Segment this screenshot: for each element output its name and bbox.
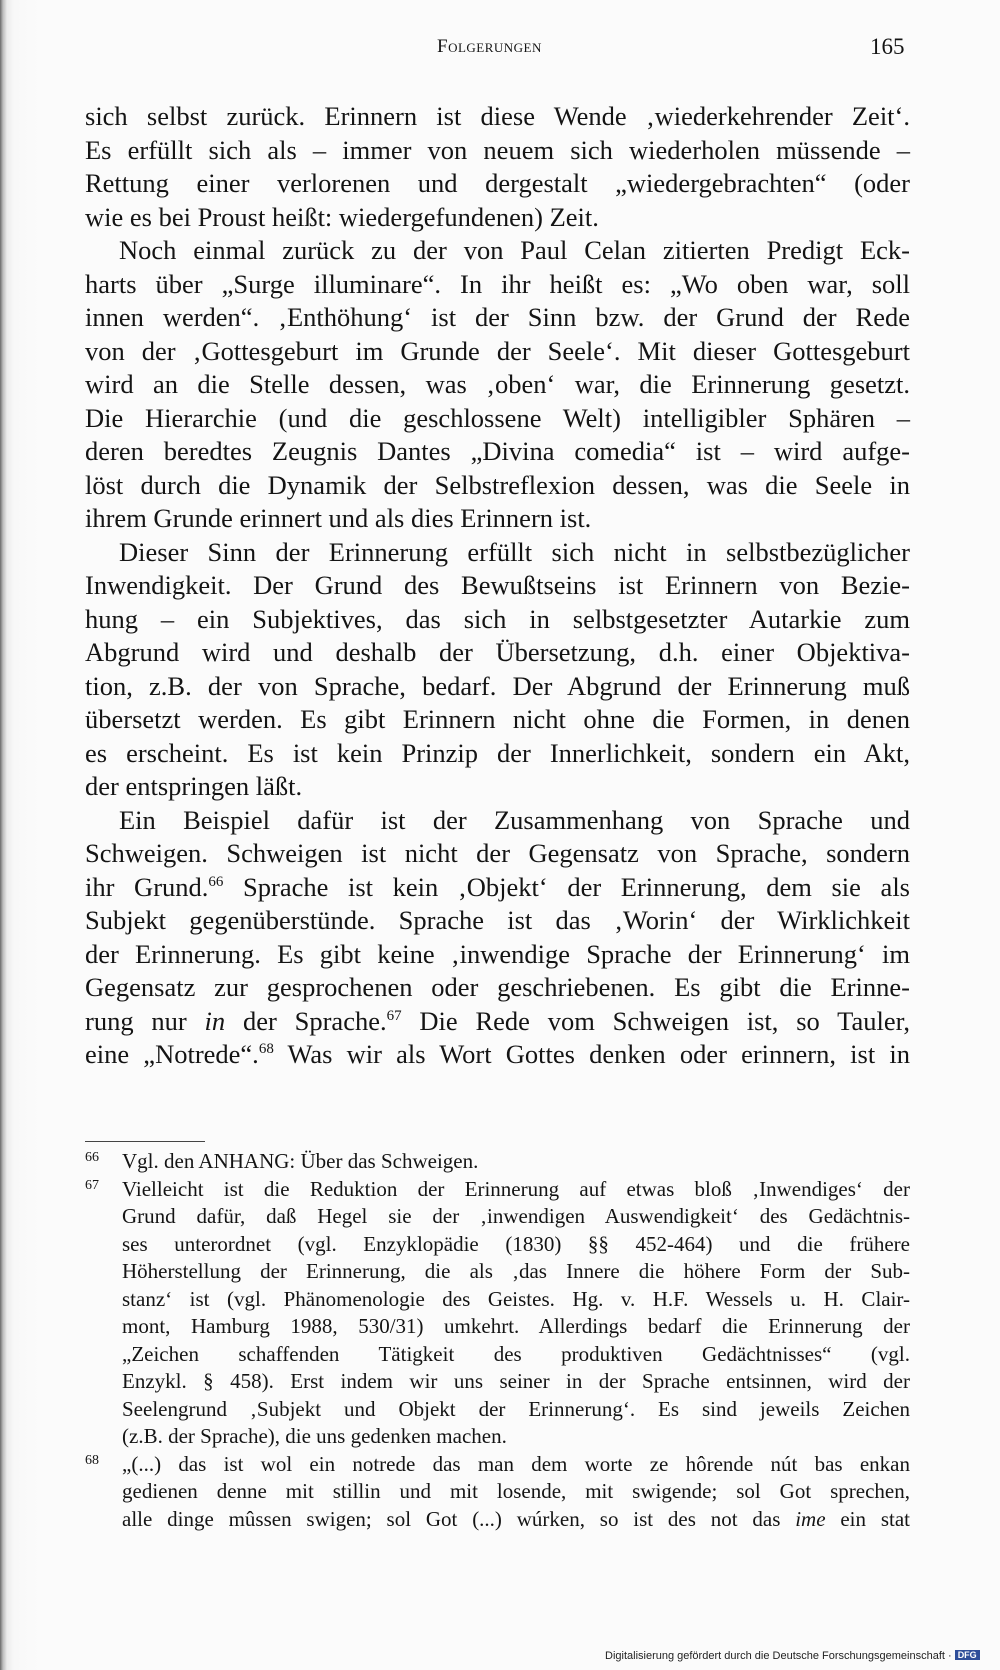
text-line: hung – ein Subjektives, das sich in selbstgesetzter Autarkie zum xyxy=(85,603,910,634)
text-line-with-note-68 xyxy=(85,1038,910,1072)
running-head-title: Folgerungen xyxy=(437,36,542,57)
footnote-number: 67 xyxy=(85,1177,99,1193)
footnote-number: 66 xyxy=(85,1150,99,1165)
footnote-line: Vgl. den ANHANG: Über das Schweigen. xyxy=(122,1149,479,1173)
text-line: es erscheint. Es ist kein Prinzip der Innerlichkeit, sondern ein Akt, xyxy=(85,737,910,768)
footnote-ref-67[interactable]: 67 xyxy=(386,1007,402,1024)
text-line: der Erinnerung. Es gibt keine ‚inwendige Sprache der Erinnerung‘ im xyxy=(85,938,910,969)
footnote-66 xyxy=(85,1148,910,1176)
text-line: sich selbst zurück. Erinnern ist diese Wende ‚wiederkehrender Zeit‘. xyxy=(85,101,910,131)
text-line: deren beredtes Zeugnis Dantes „Divina comedia“ ist – wird aufge- xyxy=(85,436,910,466)
footnote-line: (z.B. der Sprache), die uns gedenken machen. xyxy=(122,1424,507,1448)
footnote-separator xyxy=(85,1141,205,1142)
footnote-line xyxy=(122,1506,910,1534)
text-run: alle dinge mûssen swigen; sol Got (...) wúrken, so ist des not das xyxy=(122,1506,796,1531)
text-line-with-note-66 xyxy=(85,871,910,905)
text-run: eine „Notrede“. xyxy=(85,1039,259,1069)
text-run: Die Rede vom Schweigen ist, so Tauler, xyxy=(401,1005,910,1036)
text-line: wird an die Stelle dessen, was ‚oben‘ war, die Erinnerung gesetzt. xyxy=(85,369,910,399)
body-text xyxy=(85,100,910,1072)
footnote-67 xyxy=(85,1176,910,1451)
text-run: Was wir als Wort Gottes denken oder erinnern, ist in xyxy=(273,1039,910,1069)
footnote-68 xyxy=(85,1451,910,1534)
footnote-line: Seelengrund ‚Subjekt und Objekt der Erinnerung‘. Es sind jeweils Zeichen xyxy=(122,1396,910,1421)
text-line: Rettung einer verlorenen und dergestalt „wiedergebrachten“ (oder xyxy=(85,168,910,198)
text-run: ein stat xyxy=(825,1506,910,1531)
footnote-ref-66[interactable]: 66 xyxy=(208,873,224,890)
text-line: wie es bei Proust heißt: wiedergefundenen) Zeit. xyxy=(85,201,599,232)
text-line: übersetzt werden. Es gibt Erinnern nicht ohne die Formen, in denen xyxy=(85,704,910,734)
paragraph-start-line: Noch einmal zurück zu der von Paul Celan zitierten Predigt Eck- xyxy=(119,235,910,265)
text-line-with-note-67 xyxy=(85,1005,910,1039)
footnote-line: Vielleicht ist die Reduktion der Erinnerung auf etwas bloß ‚Inwendiges‘ der xyxy=(122,1176,910,1201)
text-line: innen werden“. ‚Enthöhung‘ ist der Sinn bzw. der Grund der Rede xyxy=(85,302,910,332)
footnote-ref-68[interactable]: 68 xyxy=(258,1041,274,1057)
text-line: tion, z.B. der von Sprache, bedarf. Der Abgrund der Erinnerung muß xyxy=(85,670,910,701)
footnotes xyxy=(85,1148,910,1533)
footnote-line: stanz‘ ist (vgl. Phänomenologie des Geistes. Hg. v. H.F. Wessels u. H. Clair- xyxy=(122,1286,910,1311)
text-run: der Sprache. xyxy=(225,1005,387,1036)
text-line: Inwendigkeit. Der Grund des Bewußtseins ist Erinnern von Bezie- xyxy=(85,570,910,600)
text-line: Schweigen. Schweigen ist nicht der Gegensatz von Sprache, sondern xyxy=(85,838,910,868)
footnote-line: mont, Hamburg 1988, 530/31) umkehrt. Allerdings bedarf die Erinnerung der xyxy=(122,1314,910,1338)
footnote-line: ses unterordnet (vgl. Enzyklopädie (1830) §§ 452-464) und die frühere xyxy=(122,1231,910,1256)
text-line: Die Hierarchie (und die geschlossene Welt) intelligibler Sphären – xyxy=(85,402,910,433)
text-line: harts über „Surge illuminare“. In ihr heißt es: „Wo oben war, soll xyxy=(85,268,910,299)
paragraph-start-line: Dieser Sinn der Erinnerung erfüllt sich nicht in selbstbezüglicher xyxy=(119,536,910,567)
footnote-number: 68 xyxy=(85,1452,99,1468)
text-line: Subjekt gegenüberstünde. Sprache ist das ‚Worin‘ der Wirklichkeit xyxy=(85,905,910,935)
text-line: löst durch die Dynamik der Selbstreflexion dessen, was die Seele in xyxy=(85,469,910,500)
credit-text: Digitalisierung gefördert durch die Deutsche Forschungsgemeinschaft · xyxy=(605,1650,952,1662)
text-line: von der ‚Gottesgeburt im Grunde der Seele‘. Mit dieser Gottesgeburt xyxy=(85,335,910,366)
text-run: Sprache ist kein ‚Objekt‘ der Erinnerung, dem sie als xyxy=(223,871,910,902)
text-line: der entspringen läßt. xyxy=(85,771,303,801)
page-number: 165 xyxy=(870,34,905,59)
text-run: rung nur xyxy=(85,1005,205,1036)
digitization-credit xyxy=(605,1650,980,1662)
running-head xyxy=(0,34,1000,64)
footnote-line: „(...) das ist wol ein notrede das man dem worte ze hôrende nút bas enkan xyxy=(122,1451,910,1476)
text-line: Es erfüllt sich als – immer von neuem sich wiederholen müssende – xyxy=(85,134,910,165)
text-line: Abgrund wird und deshalb der Übersetzung, d.h. einer Objektiva- xyxy=(85,637,910,667)
text-line: Gegensatz zur gesprochenen oder geschriebenen. Es gibt die Erinne- xyxy=(85,972,910,1002)
footnote-line: gedienen denne mit stillin und mit losende, mit swigende; sol Got sprechen, xyxy=(122,1479,910,1503)
italic-word: in xyxy=(204,1005,226,1036)
text-run: ihr Grund. xyxy=(85,871,209,902)
italic-word: ime xyxy=(795,1506,826,1531)
dfg-logo: DFG xyxy=(955,1650,980,1660)
paragraph-start-line: Ein Beispiel dafür ist der Zusammenhang von Sprache und xyxy=(119,804,910,835)
footnote-line: Grund dafür, daß Hegel sie der ‚inwendigen Auswendigkeit‘ des Gedächtnis- xyxy=(122,1204,910,1228)
footnote-line: Höherstellung der Erinnerung, die als ‚das Innere die höhere Form der Sub- xyxy=(122,1259,910,1283)
footnote-line: Enzykl. § 458). Erst indem wir uns seiner in der Sprache entsinnen, wird der xyxy=(122,1369,910,1393)
text-line: ihrem Grunde erinnert und als dies Erinnern ist. xyxy=(85,503,592,533)
footnote-line: „Zeichen schaffenden Tätigkeit des produktiven Gedächtnisses“ (vgl. xyxy=(122,1341,910,1366)
